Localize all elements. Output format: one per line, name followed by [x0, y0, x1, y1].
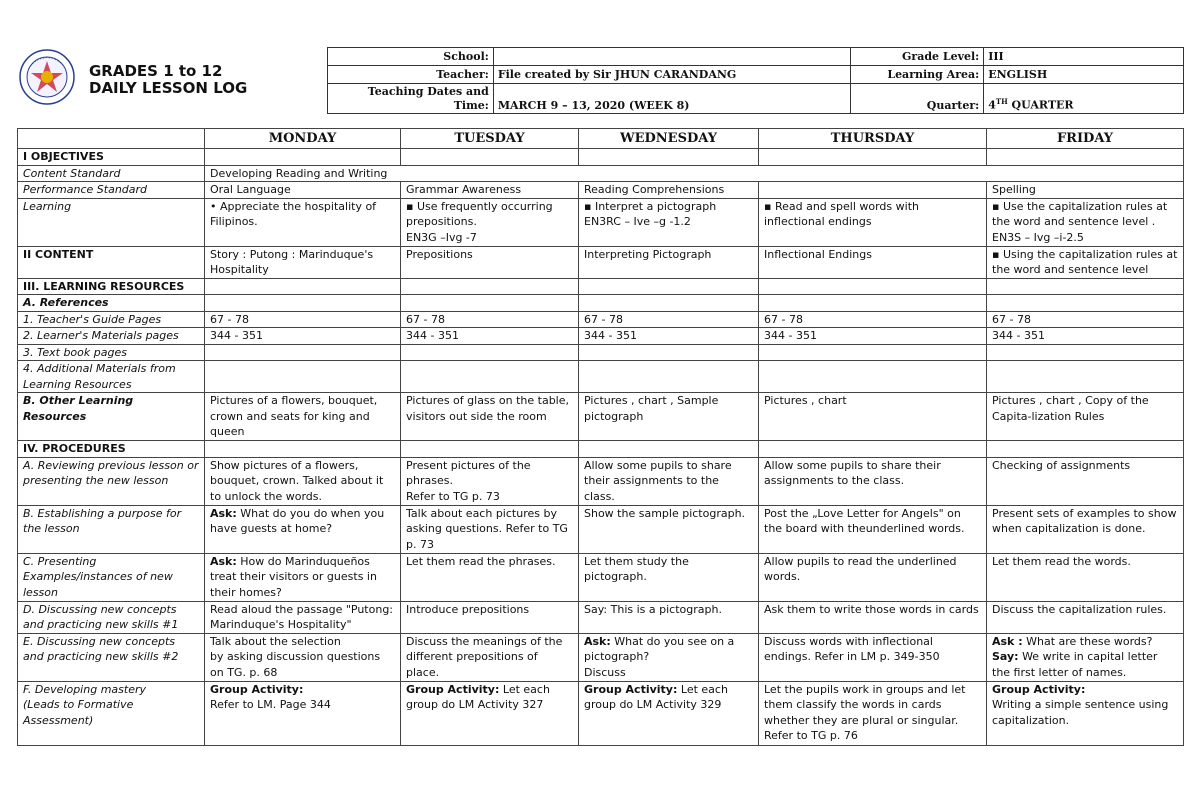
- table-cell: Ask: What do you see on a pictograph? Discuss: [579, 633, 759, 681]
- row-label: Learning: [18, 198, 205, 246]
- table-cell: Checking of assignments: [987, 457, 1184, 505]
- table-cell: Oral Language: [205, 182, 401, 199]
- table-cell: Inflectional Endings: [759, 246, 987, 278]
- dates-label-line-1: Teaching Dates and: [367, 84, 489, 98]
- table-row: [18, 198, 1184, 246]
- dates-label: [328, 84, 494, 114]
- title-line-2: DAILY LESSON LOG: [89, 79, 248, 97]
- header-info-table: [327, 47, 1184, 114]
- table-cell: Group Activity: Let each group do LM Activity 329: [579, 681, 759, 745]
- table-cell: [401, 441, 579, 458]
- table-cell: [987, 441, 1184, 458]
- table-cell: 344 - 351: [401, 328, 579, 345]
- table-cell: 67 - 78: [759, 311, 987, 328]
- table-cell: Ask: What do you do when you have guests at home?: [205, 505, 401, 553]
- row-label: Content Standard: [18, 165, 205, 182]
- table-cell: [987, 361, 1184, 393]
- table-cell: Show pictures of a flowers, bouquet, crown. Talked about it to unlock the words.: [205, 457, 401, 505]
- table-cell: Prepositions: [401, 246, 579, 278]
- table-cell: [205, 149, 401, 166]
- deped-seal-logo: [19, 49, 75, 105]
- day-header: THURSDAY: [759, 129, 987, 149]
- table-cell: [401, 344, 579, 361]
- day-header: MONDAY: [205, 129, 401, 149]
- table-cell: [205, 361, 401, 393]
- lesson-log-header: [17, 47, 1183, 113]
- row-label: I OBJECTIVES: [18, 149, 205, 166]
- table-cell: Pictures , chart , Copy of the Capita-lization Rules: [987, 393, 1184, 441]
- table-cell: [205, 344, 401, 361]
- table-cell: [401, 149, 579, 166]
- table-cell: [759, 361, 987, 393]
- table-cell: Pictures of glass on the table, visitors out side the room: [401, 393, 579, 441]
- table-cell: Show the sample pictograph.: [579, 505, 759, 553]
- table-row: [18, 441, 1184, 458]
- row-label: E. Discussing new concepts and practicing new skills #2: [18, 633, 205, 681]
- table-cell: [759, 295, 987, 312]
- table-row: [18, 278, 1184, 295]
- table-cell: Allow some pupils to share their assignments to the class.: [759, 457, 987, 505]
- table-cell: Pictures of a flowers, bouquet, crown and seats for king and queen: [205, 393, 401, 441]
- row-label: D. Discussing new concepts and practicing new skills #1: [18, 601, 205, 633]
- table-row: [18, 311, 1184, 328]
- table-cell: Pictures , chart , Sample pictograph: [579, 393, 759, 441]
- day-header: WEDNESDAY: [579, 129, 759, 149]
- learning-area-value: ENGLISH: [984, 66, 1184, 84]
- table-row: [18, 246, 1184, 278]
- table-cell: [987, 149, 1184, 166]
- table-row: [18, 681, 1184, 745]
- table-cell: [205, 441, 401, 458]
- table-row: [18, 601, 1184, 633]
- row-label: C. Presenting Examples/instances of new lesson: [18, 553, 205, 601]
- table-cell: [759, 149, 987, 166]
- table-cell: ▪ Use frequently occurring prepositions. EN3G –Ivg -7: [401, 198, 579, 246]
- table-cell: [205, 278, 401, 295]
- table-cell: Present sets of examples to show when capitalization is done.: [987, 505, 1184, 553]
- row-label: B. Other Learning Resources: [18, 393, 205, 441]
- table-cell: Discuss words with inflectional endings. Refer in LM p. 349-350: [759, 633, 987, 681]
- school-label: School:: [328, 48, 494, 66]
- table-cell: [579, 361, 759, 393]
- table-cell: [401, 361, 579, 393]
- table-cell: 344 - 351: [579, 328, 759, 345]
- day-header: FRIDAY: [987, 129, 1184, 149]
- table-row: [18, 328, 1184, 345]
- table-row: [18, 182, 1184, 199]
- row-label: II CONTENT: [18, 246, 205, 278]
- table-cell: Developing Reading and Writing: [205, 165, 1184, 182]
- table-cell: Say: This is a pictograph.: [579, 601, 759, 633]
- table-cell: Discuss the capitalization rules.: [987, 601, 1184, 633]
- row-label: B. Establishing a purpose for the lesson: [18, 505, 205, 553]
- table-row: [18, 393, 1184, 441]
- table-cell: Spelling: [987, 182, 1184, 199]
- table-cell: [987, 295, 1184, 312]
- row-label: 1. Teacher's Guide Pages: [18, 311, 205, 328]
- row-label: IV. PROCEDURES: [18, 441, 205, 458]
- row-label: Performance Standard: [18, 182, 205, 199]
- quarter-label: Quarter:: [851, 84, 984, 114]
- table-cell: Allow some pupils to share their assignments to the class.: [579, 457, 759, 505]
- table-cell: [579, 295, 759, 312]
- table-cell: [987, 278, 1184, 295]
- dates-label-line-2: Time:: [453, 98, 489, 112]
- table-cell: Present pictures of the phrases. Refer to TG p. 73: [401, 457, 579, 505]
- day-header-blank: [18, 129, 205, 149]
- table-cell: Ask: How do Marinduqueños treat their visitors or guests in their homes?: [205, 553, 401, 601]
- table-cell: [579, 149, 759, 166]
- table-cell: Pictures , chart: [759, 393, 987, 441]
- table-cell: 67 - 78: [401, 311, 579, 328]
- table-row: [18, 344, 1184, 361]
- quarter-value: 4TH QUARTER: [984, 84, 1184, 114]
- table-cell: ▪ Using the capitalization rules at the word and sentence level: [987, 246, 1184, 278]
- table-cell: Discuss the meanings of the different prepositions of place.: [401, 633, 579, 681]
- table-cell: [401, 278, 579, 295]
- table-cell: [987, 344, 1184, 361]
- table-cell: 67 - 78: [987, 311, 1184, 328]
- table-row: [18, 295, 1184, 312]
- table-cell: [759, 441, 987, 458]
- table-cell: Introduce prepositions: [401, 601, 579, 633]
- table-cell: 344 - 351: [987, 328, 1184, 345]
- table-cell: Story : Putong : Marinduque's Hospitality: [205, 246, 401, 278]
- table-cell: Group Activity: Let each group do LM Activity 327: [401, 681, 579, 745]
- table-row: [18, 149, 1184, 166]
- grade-level-label: Grade Level:: [851, 48, 984, 66]
- table-cell: Let them read the words.: [987, 553, 1184, 601]
- table-row: [18, 505, 1184, 553]
- table-cell: Read aloud the passage "Putong: Marinduque's Hospitality": [205, 601, 401, 633]
- table-cell: 67 - 78: [205, 311, 401, 328]
- table-cell: [401, 295, 579, 312]
- row-label: 4. Additional Materials from Learning Resources: [18, 361, 205, 393]
- table-cell: Talk about the selection by asking discussion questions on TG. p. 68: [205, 633, 401, 681]
- grade-level-value: III: [984, 48, 1184, 66]
- table-row: [18, 457, 1184, 505]
- table-cell: 344 - 351: [759, 328, 987, 345]
- table-cell: ▪ Interpret a pictograph EN3RC – Ive –g -1.2: [579, 198, 759, 246]
- table-row: [18, 165, 1184, 182]
- table-cell: [205, 295, 401, 312]
- dates-value: MARCH 9 – 13, 2020 (WEEK 8): [493, 84, 851, 114]
- table-cell: [759, 278, 987, 295]
- table-cell: Let them study the pictograph.: [579, 553, 759, 601]
- table-cell: Group Activity: Refer to LM. Page 344: [205, 681, 401, 745]
- title-line-1: GRADES 1 to 12: [89, 62, 223, 80]
- table-cell: [759, 344, 987, 361]
- row-label: A. Reviewing previous lesson or presenting the new lesson: [18, 457, 205, 505]
- table-cell: ▪ Read and spell words with inflectional endings: [759, 198, 987, 246]
- row-label: III. LEARNING RESOURCES: [18, 278, 205, 295]
- school-value: [493, 48, 851, 66]
- table-cell: 344 - 351: [205, 328, 401, 345]
- teacher-value: File created by Sir JHUN CARANDANG: [493, 66, 851, 84]
- row-label: 3. Text book pages: [18, 344, 205, 361]
- table-cell: ▪ Use the capitalization rules at the word and sentence level . EN3S – Ivg –i-2.5: [987, 198, 1184, 246]
- lesson-log-table: [17, 128, 1184, 746]
- table-cell: [759, 182, 987, 199]
- row-label: F. Developing mastery (Leads to Formative Assessment): [18, 681, 205, 745]
- table-cell: • Appreciate the hospitality of Filipinos.: [205, 198, 401, 246]
- table-cell: Group Activity: Writing a simple sentence using capitalization.: [987, 681, 1184, 745]
- table-cell: Reading Comprehensions: [579, 182, 759, 199]
- table-cell: Ask : What are these words? Say: We write in capital letter the first letter of names.: [987, 633, 1184, 681]
- page-title: [89, 63, 247, 97]
- row-label: 2. Learner's Materials pages: [18, 328, 205, 345]
- day-header: TUESDAY: [401, 129, 579, 149]
- table-row: [18, 633, 1184, 681]
- table-cell: Let the pupils work in groups and let them classify the words in cards whether they are plural or singular. Refer to TG p. 76: [759, 681, 987, 745]
- table-cell: [579, 441, 759, 458]
- learning-area-label: Learning Area:: [851, 66, 984, 84]
- table-cell: [579, 278, 759, 295]
- lesson-log-body: [18, 149, 1184, 746]
- table-cell: 67 - 78: [579, 311, 759, 328]
- table-cell: Grammar Awareness: [401, 182, 579, 199]
- table-cell: Interpreting Pictograph: [579, 246, 759, 278]
- day-header-row: [18, 129, 1184, 149]
- table-cell: Let them read the phrases.: [401, 553, 579, 601]
- table-cell: Talk about each pictures by asking questions. Refer to TG p. 73: [401, 505, 579, 553]
- table-cell: [579, 344, 759, 361]
- teacher-label: Teacher:: [328, 66, 494, 84]
- table-cell: Allow pupils to read the underlined words.: [759, 553, 987, 601]
- table-cell: Post the „Love Letter for Angels" on the board with theunderlined words.: [759, 505, 987, 553]
- row-label: A. References: [18, 295, 205, 312]
- table-row: [18, 553, 1184, 601]
- table-row: [18, 361, 1184, 393]
- table-cell: Ask them to write those words in cards: [759, 601, 987, 633]
